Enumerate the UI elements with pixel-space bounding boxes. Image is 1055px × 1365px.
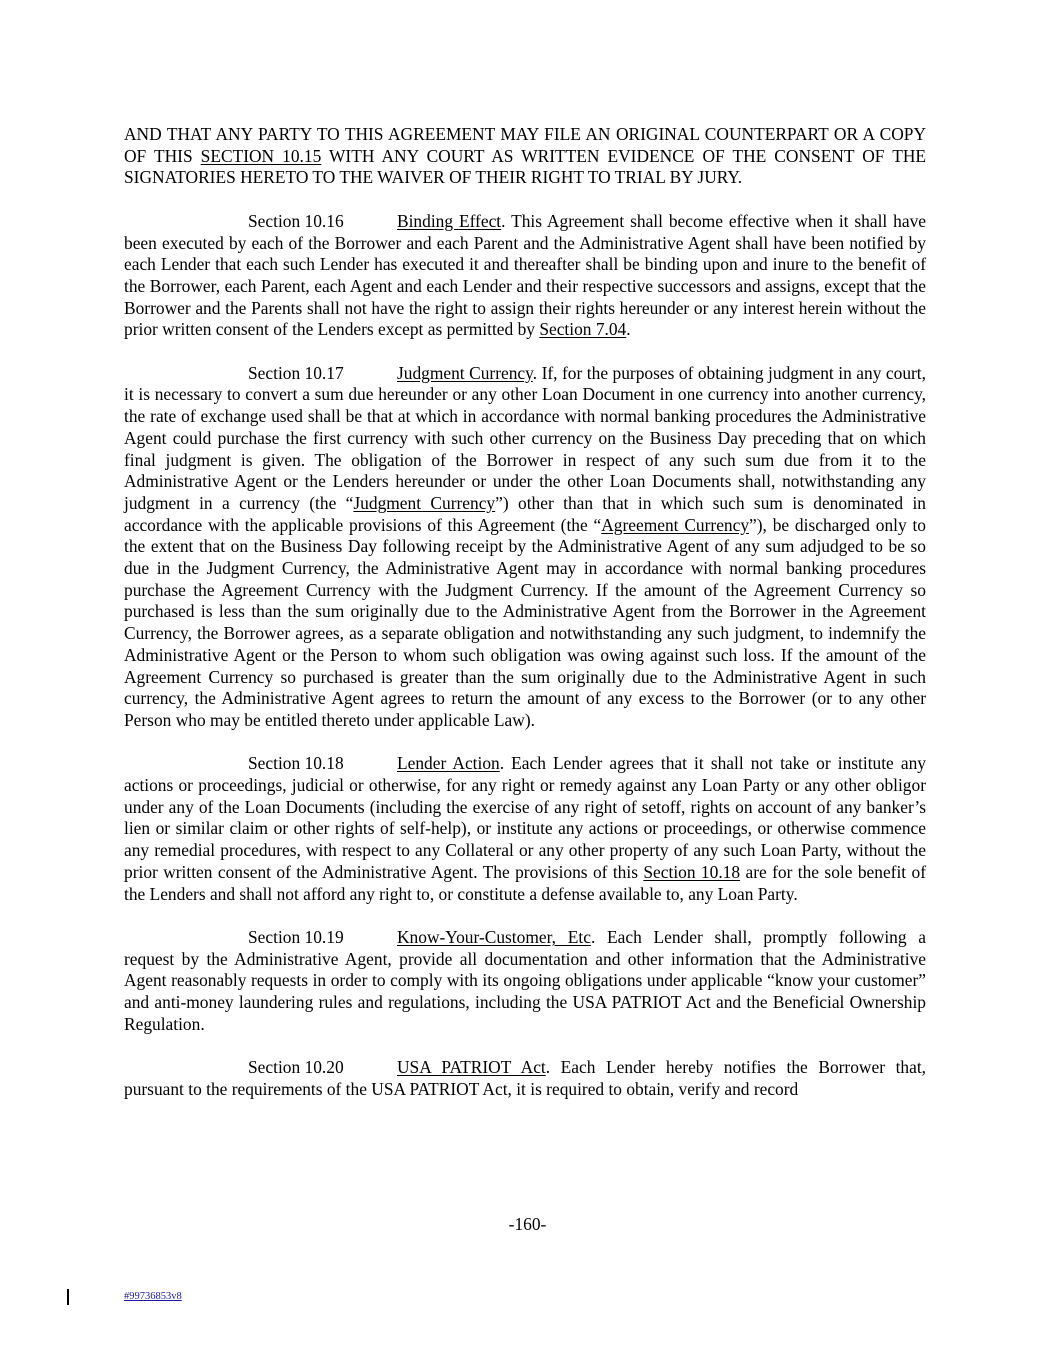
jury-waiver-text-tail: WITH ANY COURT AS WRITTEN EVIDENCE OF THE CONSENT OF THE SIGNATORIES HERETO TO THE WAIVER OF THEIR RIGHT TO TRIAL BY JURY. (124, 145, 926, 188)
document-body (124, 124, 926, 1122)
section-body-end: ”), be discharged only to the extent that on the Business Day following receipt by the Administrative Agent of any sum adjudged to be so due in the Judgment Currency, the Administrative Agent may in accordance with normal banking procedures purchase the Agreement Currency with the Judgment Currency. If the amount of the Agreement Currency so purchased is less than the sum originally due to the Administrative Agent from the Borrower in the Agreement Currency, the Borrower agrees, as a separate obligation and notwithstanding any such judgment, to indemnify the Administrative Agent or the Person to whom such obligation was owing against such loss. If the amount of the Agreement Currency so purchased is greater than the sum originally due to the Administrative Agent in such currency, the Administrative Agent agrees to return the amount of any excess to the Borrower (or to any other Person who may be entitled thereto under applicable Law). (124, 514, 927, 730)
section-body-end: are for the sole benefit of the Lenders and shall not afford any right to, or constitute a defense available to, any Loan Party. (124, 861, 927, 904)
section-body: . If, for the purposes of obtaining judgment in any court, it is necessary to convert a sum due hereunder or any other Loan Document in one currency into another currency, the rate of exchange used shall be that at which in accordance with normal banking procedures the Administrative Agent could purchase the first currency with such other currency on the Business Day preceding that on which final judgment is given. The obligation of the Borrower in respect of any such sum due from it to the Administrative Agent or the Lenders hereunder or under the other Loan Documents shall, notwithstanding any judgment in a currency (the “ (124, 362, 926, 513)
section-number: Section 10.18 (248, 753, 344, 774)
section-10-18-paragraph (124, 753, 926, 905)
section-title: Know-Your-Customer, Etc (397, 926, 591, 947)
section-body-continued: ”) other than that in which such sum is denominated in accordance with the applicable provisions of this Agreement (the “ (124, 492, 926, 535)
section-10-15-reference: SECTION 10.15 (200, 145, 322, 166)
section-10-16-paragraph (124, 211, 926, 341)
section-10-20-paragraph (124, 1057, 926, 1100)
revision-bar (67, 1289, 69, 1305)
section-body: . Each Lender agrees that it shall not take or institute any actions or proceedings, judicial or otherwise, for any right or remedy against any Loan Party or any other obligor under any of the Loan Documents (including the exercise of any right of setoff, rights on account of any banker’s lien or similar claim or other rights of self-help), or institute any actions or proceedings, or otherwise commence any remedial procedures, with respect to any Collateral or any other property of any such Loan Party, without the prior written consent of the Administrative Agent. The provisions of this (124, 753, 926, 882)
defined-term-agreement-currency: Agreement Currency (601, 514, 750, 535)
document-id-link[interactable]: #99736853v8 (124, 1291, 182, 1302)
section-10-19-paragraph (124, 927, 926, 1036)
section-number: Section 10.16 (248, 210, 344, 231)
jury-waiver-text: AND THAT ANY PARTY TO THIS AGREEMENT MAY FILE AN ORIGINAL COUNTERPART OR A COPY OF THIS (124, 124, 926, 166)
section-title: Binding Effect (397, 210, 502, 231)
section-body: . Each Lender shall, promptly following a request by the Administrative Agent, provide all documentation and other information that the Administrative Agent reasonably requests in order to comply with its ongoing obligations under applicable “know your customer” and anti-money laundering rules and regulations, including the USA PATRIOT Act and the Beneficial Ownership Regulation. (124, 926, 927, 1034)
section-body: . Each Lender hereby notifies the Borrower that, pursuant to the requirements of the USA PATRIOT Act, it is required to obtain, verify and record (124, 1057, 926, 1099)
section-number: Section 10.17 (248, 362, 344, 383)
section-7-04-reference: Section 7.04 (539, 319, 627, 340)
defined-term-judgment-currency: Judgment Currency (353, 492, 496, 513)
section-body-end: . (626, 319, 631, 340)
section-title: USA PATRIOT Act (397, 1057, 546, 1078)
section-title: Judgment Currency (397, 362, 533, 383)
page-number: -160- (508, 1214, 547, 1234)
section-number: Section 10.20 (248, 1057, 344, 1078)
section-number: Section 10.19 (248, 926, 344, 947)
section-10-17-paragraph (124, 363, 926, 732)
jury-waiver-paragraph (124, 124, 926, 189)
section-10-18-reference: Section 10.18 (643, 861, 741, 882)
section-body: . This Agreement shall become effective when it shall have been executed by each of the Borrower and each Parent and the Administrative Agent shall have been notified by each Lender that each such Lender has executed it and thereafter shall be binding upon and inure to the benefit of the Borrower, each Parent, each Agent and each Lender and their respective successors and assigns, except that the Borrower and the Parents shall not have the right to assign their rights hereunder or any interest herein without the prior written consent of the Lenders except as permitted by (124, 210, 926, 340)
section-title: Lender Action (397, 753, 500, 774)
